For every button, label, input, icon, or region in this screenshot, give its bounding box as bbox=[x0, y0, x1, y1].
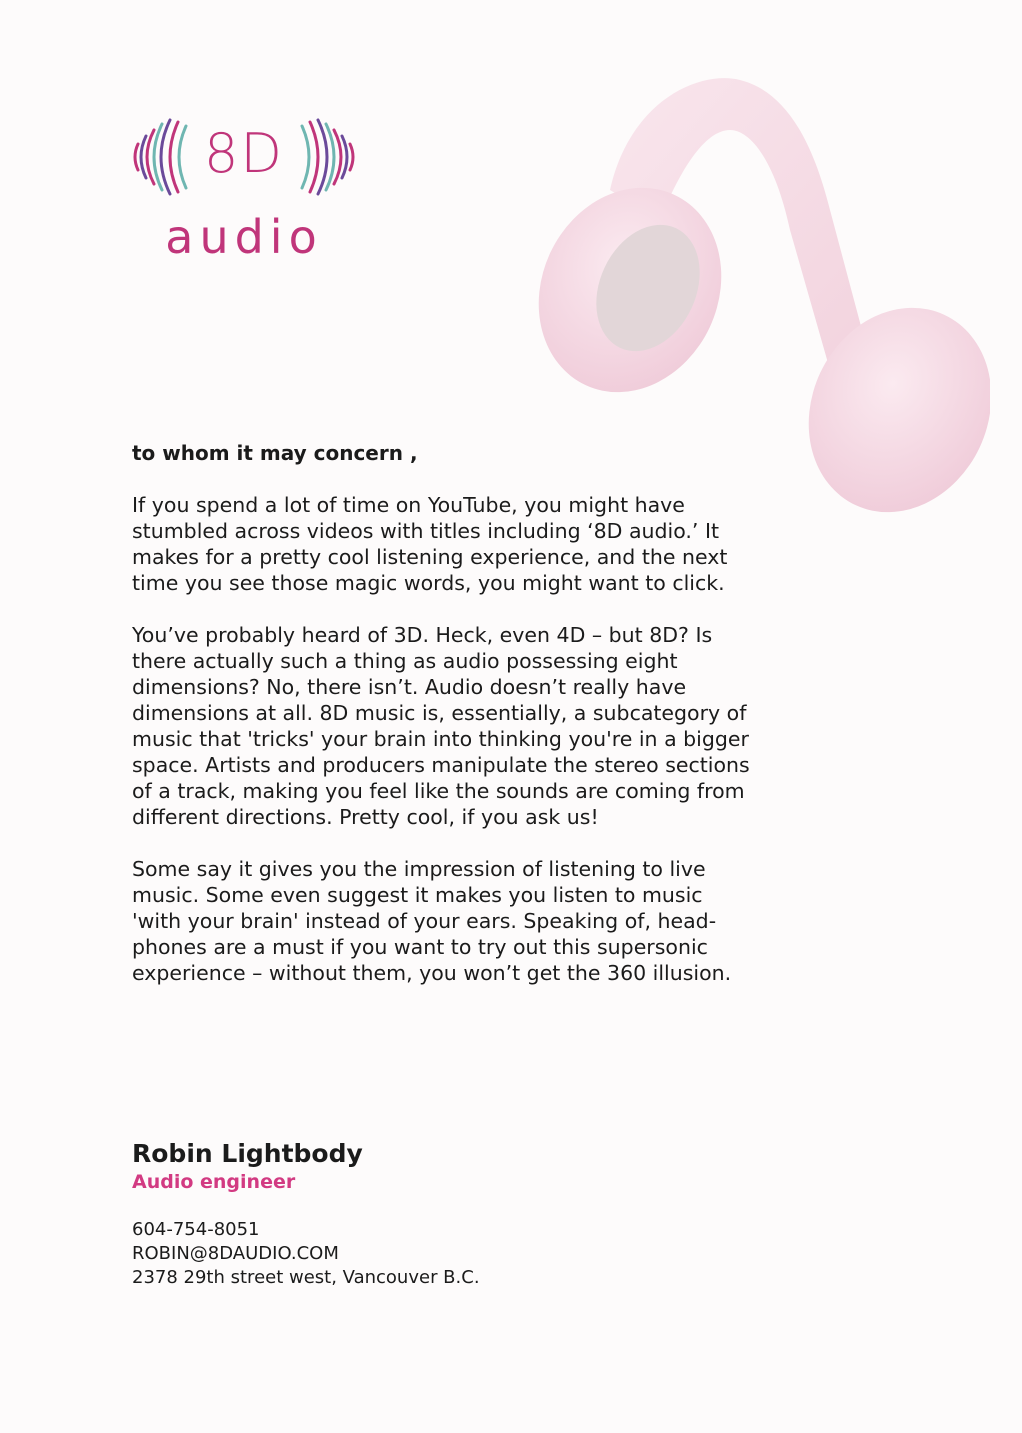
email-address: ROBIN@8DAUDIO.COM bbox=[132, 1243, 339, 1264]
paragraph: If you spend a lot of time on YouTube, you might have stumbled across videos with titles including ‘8D audio.’ It makes for a pretty cool listening experience, and the next time you see those magic words, you might want to click. bbox=[132, 493, 728, 595]
salutation: to whom it may concern , bbox=[132, 441, 418, 465]
signature-block bbox=[132, 1138, 752, 1290]
logo-wordmark: audio bbox=[165, 210, 323, 264]
paragraph: You’ve probably heard of 3D. Heck, even 4D – but 8D? Is there actually such a thing as audio possessing eight dimensions? No, there isn’t. Audio doesn’t really have dimensions at all. 8D music is, essentially, a subcategory of music that 'tricks' your brain into thinking you're in a bigger space. Artists and producers manipulate the stereo sections of a track, making you feel like the sounds are coming from different directions. Pretty cool, if you ask us! bbox=[132, 623, 750, 829]
signer-name: Robin Lightbody bbox=[132, 1139, 363, 1168]
company-logo bbox=[128, 112, 360, 270]
postal-address: 2378 29th street west, Vancouver B.C. bbox=[132, 1267, 480, 1288]
paragraph: Some say it gives you the impression of listening to live music. Some even suggest it makes you listen to music 'with your brain' instead of your ears. Speaking of, headphones are a must if you want to try out this supersonic experience – without them, you won’t get the 360 illusion. bbox=[132, 857, 732, 985]
signer-title: Audio engineer bbox=[132, 1171, 296, 1193]
letter-body bbox=[132, 440, 752, 1012]
phone-number: 604-754-8051 bbox=[132, 1219, 260, 1240]
logo-mark-text: 8D bbox=[204, 122, 284, 185]
